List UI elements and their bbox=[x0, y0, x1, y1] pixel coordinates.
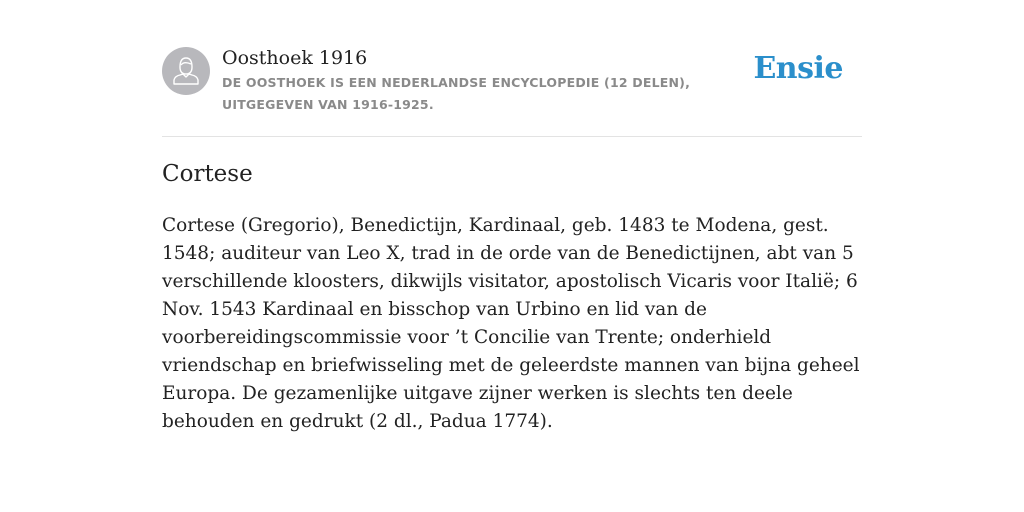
article-title: Cortese bbox=[162, 161, 253, 187]
user-silhouette-icon bbox=[162, 47, 210, 95]
source-description: DE OOSTHOEK IS EEN NEDERLANDSE ENCYCLOPEDIE (12 DELEN), UITGEGEVEN VAN 1916-1925. bbox=[222, 75, 691, 112]
article-body: Cortese (Gregorio), Benedictijn, Kardinaal, geb. 1483 te Modena, gest. 1548; auditeur van Leo X, trad in de orde van de Benedictijnen, abt van 5 verschillende kloosters, dikwijls visitator, apostolisch Vicaris voor Italië; 6 Nov. 1543 Kardinaal en bisschop van Urbino en lid van de voorbereidingscommissie voor ’t Concilie van Trente; onderhield vriendschap en briefwisseling met de geleerdste mannen van bijna geheel Europa. De gezamenlijke uitgave zijner werken is slechts ten deele behouden en gedrukt (2 dl., Padua 1774). bbox=[162, 215, 860, 432]
source-name[interactable]: Oosthoek 1916 bbox=[222, 47, 368, 69]
ensie-logo[interactable]: Ensie bbox=[753, 51, 843, 86]
source-header bbox=[162, 44, 862, 137]
user-avatar-icon[interactable] bbox=[162, 47, 210, 95]
